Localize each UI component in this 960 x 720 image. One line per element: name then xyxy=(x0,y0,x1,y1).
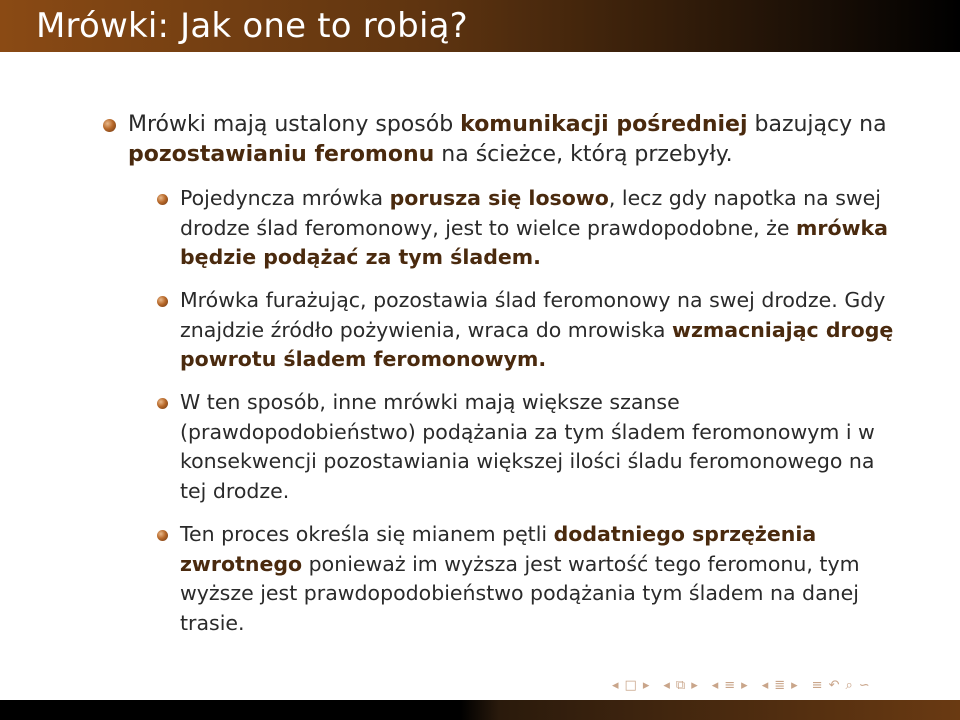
bullet-ball-icon xyxy=(157,398,168,409)
nav-search-icon[interactable]: ⌕ xyxy=(845,677,853,693)
nav-slide-icon[interactable]: □ xyxy=(624,677,637,693)
body-text: ponieważ im wyższa jest wartość tego feromonu, tym wyższe jest prawdopodobieństwo podążania tym śladem na danej trasie. xyxy=(180,551,860,635)
body-text: na ścieżce, którą przebyły. xyxy=(434,142,733,167)
emphasis-text: dodatniego sprzężenia zwrotnego xyxy=(180,522,817,576)
sub-bullet-item xyxy=(180,520,900,638)
nav-toc-icon[interactable]: ≡ xyxy=(811,677,823,693)
slide-title: Mrówki: Jak one to robią? xyxy=(36,6,468,46)
nav-section-icon[interactable]: ≣ xyxy=(774,677,786,693)
navigation-bar xyxy=(612,676,870,694)
nav-prev-subsection-icon[interactable]: ◂ xyxy=(711,677,719,693)
nav-frame-icon[interactable]: ⧉ xyxy=(675,677,686,693)
footer-bar xyxy=(0,700,960,720)
emphasis-text: wzmacniając drogę powrotu śladem feromonowym. xyxy=(180,317,894,371)
body-text: W ten sposób, inne mrówki mają większe szanse (prawdopodobieństwo) podążania za tym śladem feromonowym i w konsekwencji pozostawiania większej ilości śladu feromonowego na tej drodze. xyxy=(180,390,875,503)
body-text: Mrówki mają ustalony sposób xyxy=(128,112,461,137)
nav-prev-slide-icon[interactable]: ◂ xyxy=(612,677,619,693)
bullet-ball-icon xyxy=(157,530,168,541)
emphasis-text: porusza się losowo xyxy=(389,186,609,210)
nav-prev-section-icon[interactable]: ◂ xyxy=(761,677,769,693)
nav-next-subsection-icon[interactable]: ▸ xyxy=(741,677,748,693)
nav-next-slide-icon[interactable]: ▸ xyxy=(642,677,650,693)
body-text: Mrówka furażując, pozostawia ślad feromonowy na swej drodze. Gdy znajdzie źródło pożywienia, wraca do mrowiska xyxy=(180,288,886,342)
nav-prev-frame-icon[interactable]: ◂ xyxy=(663,677,670,693)
body-text: , lecz gdy napotka na swej drodze ślad feromonowy, jest to wielce prawdopodobne, że xyxy=(180,186,881,240)
bullet-item xyxy=(128,110,928,170)
emphasis-text: pozostawianiu feromonu xyxy=(128,142,435,167)
emphasis-text: mrówka będzie podążać za tym śladem. xyxy=(180,215,888,269)
body-text: bazujący na xyxy=(747,112,887,137)
nav-next-frame-icon[interactable]: ▸ xyxy=(691,677,698,693)
sub-bullet-item xyxy=(180,184,900,273)
nav-zoom-icon[interactable]: ∽ xyxy=(858,677,870,693)
nav-next-section-icon[interactable]: ▸ xyxy=(791,677,798,693)
bullet-ball-icon xyxy=(157,194,168,205)
bullet-ball-icon xyxy=(103,119,116,132)
bullet-ball-icon xyxy=(157,296,168,307)
sub-bullet-item xyxy=(180,286,900,375)
body-text: Ten proces określa się mianem pętli xyxy=(180,522,554,546)
body-text: Pojedyncza mrówka xyxy=(180,186,390,210)
sub-bullet-item xyxy=(180,388,900,506)
nav-subsection-icon[interactable]: ≡ xyxy=(724,677,736,693)
nav-back-icon[interactable]: ↶ xyxy=(828,677,840,693)
emphasis-text: komunikacji pośredniej xyxy=(460,112,748,137)
